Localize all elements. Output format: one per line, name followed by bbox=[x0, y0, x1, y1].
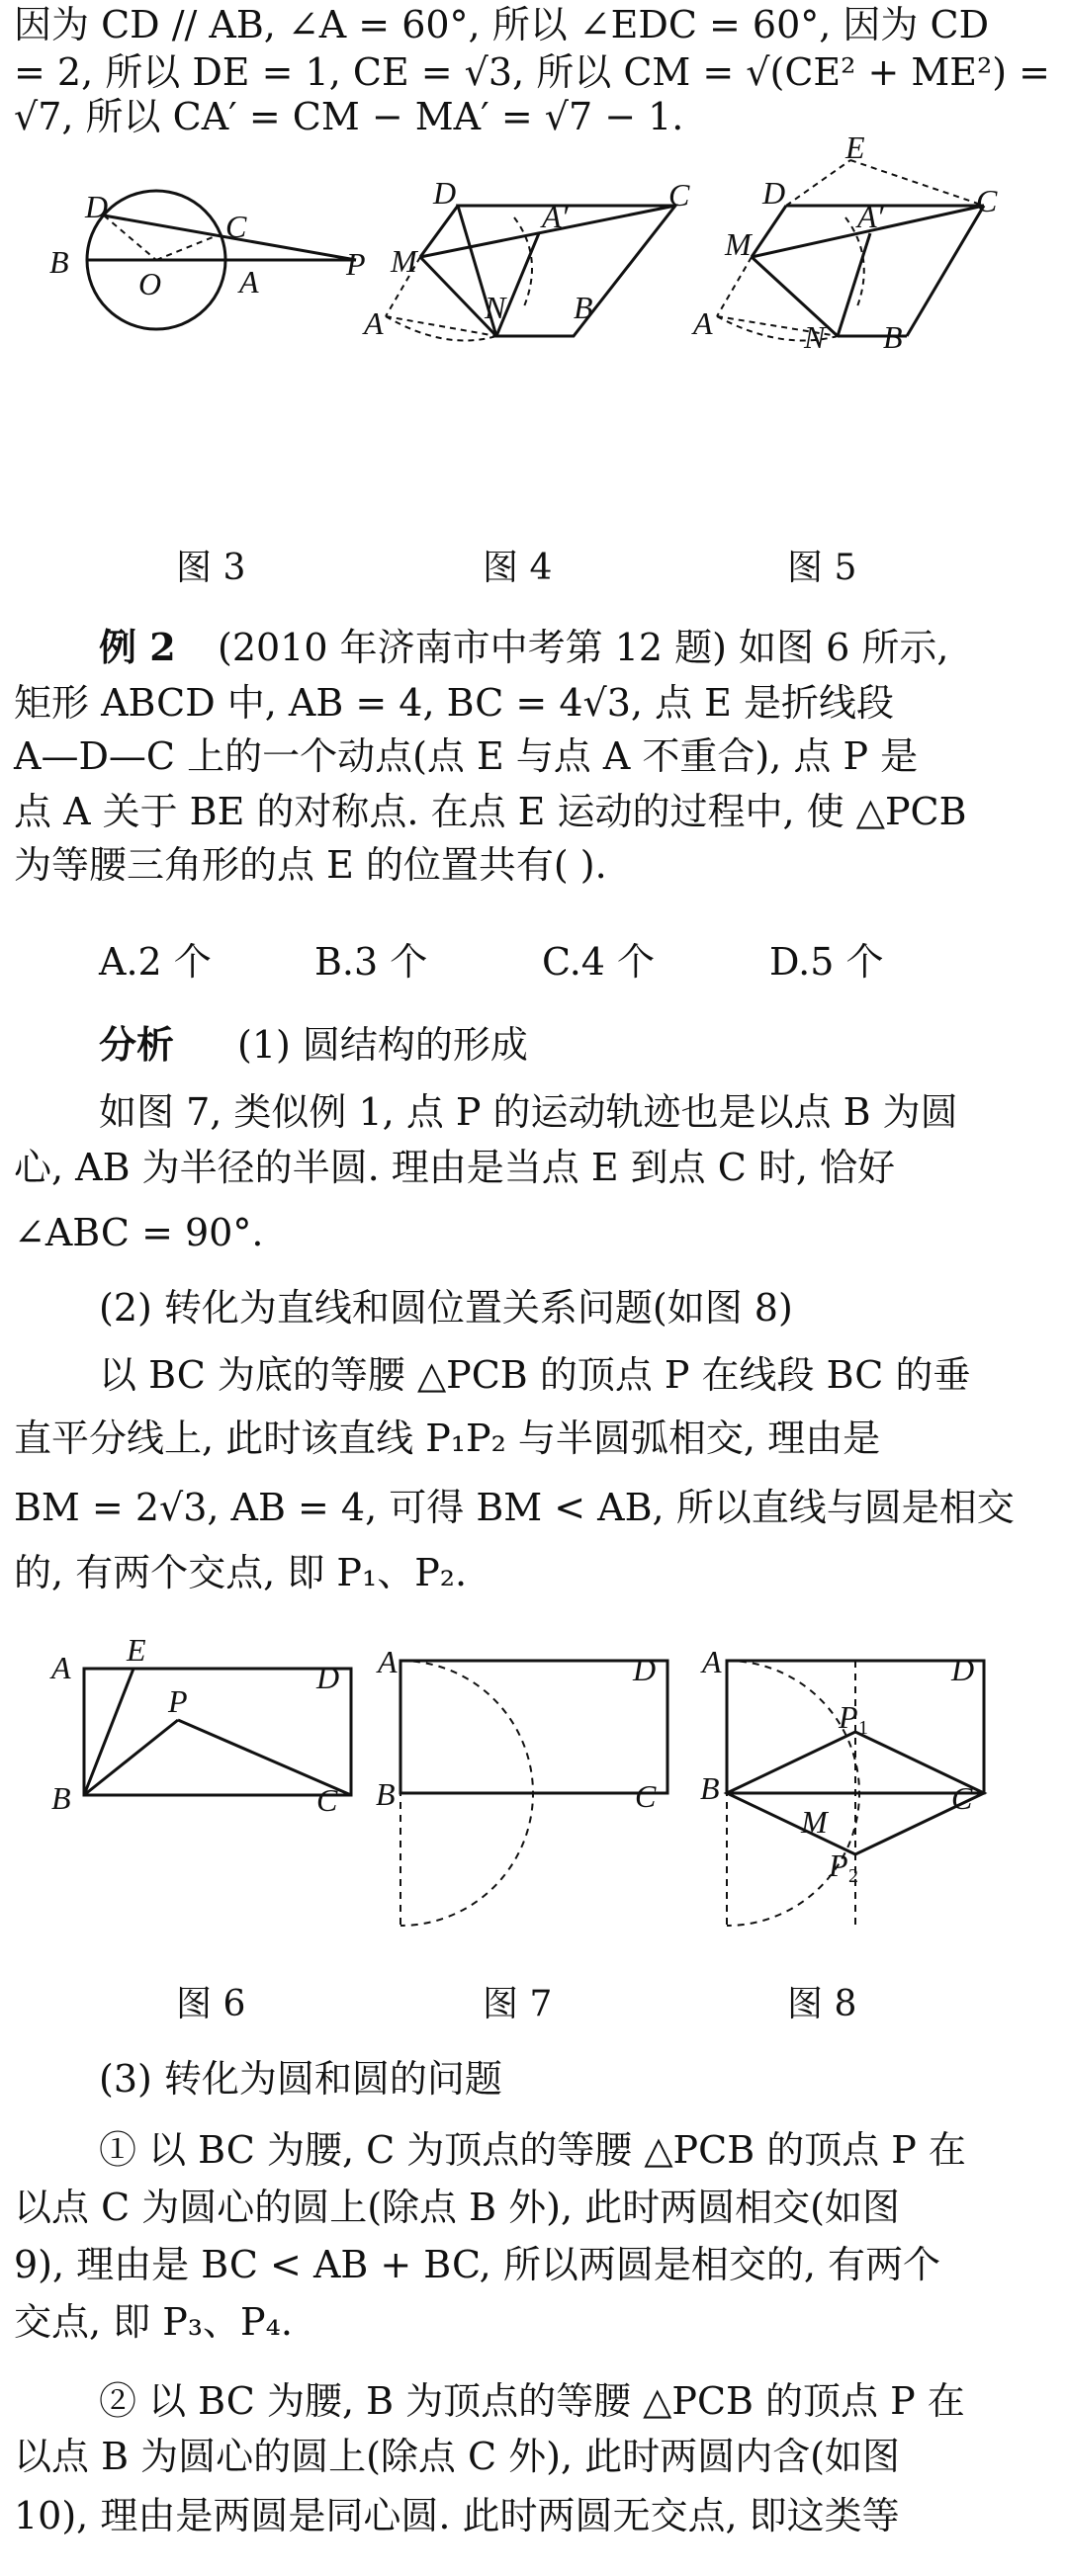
label-M: M bbox=[801, 1804, 828, 1840]
text-line: 交点, 即 P₃、P₄. bbox=[14, 2300, 293, 2344]
text-line: ② 以 BC 为腰, B 为顶点的等腰 △PCB 的顶点 P 在 bbox=[99, 2379, 965, 2423]
label-P: P bbox=[168, 1683, 188, 1719]
text-line: 矩形 ABCD 中, AB = 4, BC = 4√3, 点 E 是折线段 bbox=[14, 681, 894, 725]
text-line: 以 BC 为底的等腰 △PCB 的顶点 P 在线段 BC 的垂 bbox=[99, 1353, 971, 1397]
figure-6 bbox=[40, 1621, 376, 1937]
label-C: C bbox=[951, 1780, 973, 1816]
option-a: A.2 个 bbox=[99, 940, 212, 984]
label-C: C bbox=[316, 1782, 338, 1818]
figure-8 bbox=[692, 1621, 1048, 1937]
figure-5 bbox=[693, 129, 1033, 355]
text-line: 的, 有两个交点, 即 P₁、P₂. bbox=[14, 1551, 468, 1594]
text-line: 直平分线上, 此时该直线 P₁P₂ 与半圆弧相交, 理由是 bbox=[14, 1417, 881, 1460]
label-E: E bbox=[845, 129, 865, 165]
figure-caption: 图 8 bbox=[787, 1984, 857, 2024]
text-line: 以点 B 为圆心的圆上(除点 C 外), 此时两圆内含(如图 bbox=[14, 2435, 900, 2478]
label-D: D bbox=[433, 175, 457, 211]
label-P2: P bbox=[829, 1847, 848, 1883]
label-P1: P bbox=[839, 1699, 858, 1735]
label-B: B bbox=[700, 1770, 720, 1806]
text-line: 点 A 关于 BE 的对称点. 在点 E 运动的过程中, 使 △PCB bbox=[14, 790, 967, 833]
label-E: E bbox=[127, 1632, 146, 1668]
label-D: D bbox=[633, 1652, 657, 1687]
label-P1-sub: 1 bbox=[858, 1717, 868, 1739]
label-B: B bbox=[51, 1780, 71, 1816]
text-line: ∠ABC = 90°. bbox=[14, 1211, 264, 1254]
figure-caption: 图 4 bbox=[483, 548, 553, 588]
text-line: 以点 C 为圆心的圆上(除点 B 外), 此时两圆相交(如图 bbox=[14, 2186, 900, 2229]
label-C: C bbox=[635, 1778, 657, 1814]
label-B: B bbox=[883, 319, 903, 355]
label-C: C bbox=[225, 209, 247, 244]
text-line: 为等腰三角形的点 E 的位置共有( ). bbox=[14, 843, 607, 887]
label-A: A bbox=[239, 264, 259, 300]
label-A: A bbox=[378, 1644, 398, 1679]
label-A-prime: A′ bbox=[857, 199, 884, 234]
text-line: 9), 理由是 BC < AB + BC, 所以两圆是相交的, 有两个 bbox=[14, 2243, 940, 2286]
label-D: D bbox=[762, 175, 786, 211]
label-D: D bbox=[316, 1660, 340, 1695]
label-N: N bbox=[485, 290, 506, 325]
label-M: M bbox=[391, 243, 417, 279]
text-line: ① 以 BC 为腰, C 为顶点的等腰 △PCB 的顶点 P 在 bbox=[99, 2128, 966, 2172]
label-C: C bbox=[976, 183, 998, 218]
label-B: B bbox=[376, 1776, 396, 1812]
example-label: 例 2 bbox=[99, 625, 176, 669]
figure-3 bbox=[20, 178, 376, 346]
text-line: 因为 CD // AB, ∠A = 60°, 所以 ∠EDC = 60°, 因为 CD bbox=[14, 3, 990, 46]
label-A: A bbox=[364, 305, 384, 341]
label-A: A bbox=[693, 305, 713, 341]
figure-7 bbox=[366, 1621, 702, 1937]
label-B: B bbox=[574, 290, 593, 325]
label-M: M bbox=[725, 226, 752, 262]
text-line: √7, 所以 CA′ = CM − MA′ = √7 − 1. bbox=[14, 95, 684, 138]
option-b: B.3 个 bbox=[314, 940, 428, 984]
option-d: D.5 个 bbox=[769, 940, 884, 984]
figure-4 bbox=[364, 175, 702, 346]
label-P2-sub: 2 bbox=[848, 1865, 858, 1887]
figure-caption: 图 7 bbox=[483, 1984, 553, 2024]
label-C: C bbox=[668, 177, 690, 213]
label-A-prime: A′ bbox=[542, 199, 569, 234]
text-line: 10), 理由是两圆是同心圆. 此时两圆无交点, 即这类等 bbox=[14, 2494, 900, 2537]
label-A: A bbox=[702, 1644, 722, 1679]
text-line: 心, AB 为半径的半圆. 理由是当点 E 到点 C 时, 恰好 bbox=[14, 1146, 896, 1189]
label-B: B bbox=[49, 244, 69, 280]
label-D: D bbox=[951, 1652, 975, 1687]
text-line: BM = 2√3, AB = 4, 可得 BM < AB, 所以直线与圆是相交 bbox=[14, 1486, 1015, 1529]
label-P: P bbox=[346, 246, 366, 282]
label-N: N bbox=[804, 319, 826, 355]
text-line: = 2, 所以 DE = 1, CE = √3, 所以 CM = √(CE² + ME²) = bbox=[14, 50, 1051, 94]
option-c: C.4 个 bbox=[542, 940, 656, 984]
section-heading: (2) 转化为直线和圆位置关系问题(如图 8) bbox=[99, 1286, 793, 1330]
analysis-label: 分析 bbox=[99, 1022, 175, 1067]
label-A: A bbox=[51, 1650, 71, 1685]
section-heading: (1) 圆结构的形成 bbox=[237, 1023, 528, 1067]
label-O: O bbox=[138, 266, 162, 301]
figure-caption: 图 3 bbox=[176, 548, 246, 588]
section-heading: (3) 转化为圆和圆的问题 bbox=[99, 2057, 502, 2101]
text-line: A—D—C 上的一个动点(点 E 与点 A 不重合), 点 P 是 bbox=[14, 734, 919, 778]
figure-caption: 图 6 bbox=[176, 1984, 246, 2024]
figure-caption: 图 5 bbox=[787, 548, 857, 588]
label-D: D bbox=[85, 189, 109, 224]
text-line: 如图 7, 类似例 1, 点 P 的运动轨迹也是以点 B 为圆 bbox=[99, 1090, 958, 1134]
text-line: (2010 年济南市中考第 12 题) 如图 6 所示, bbox=[218, 626, 949, 669]
